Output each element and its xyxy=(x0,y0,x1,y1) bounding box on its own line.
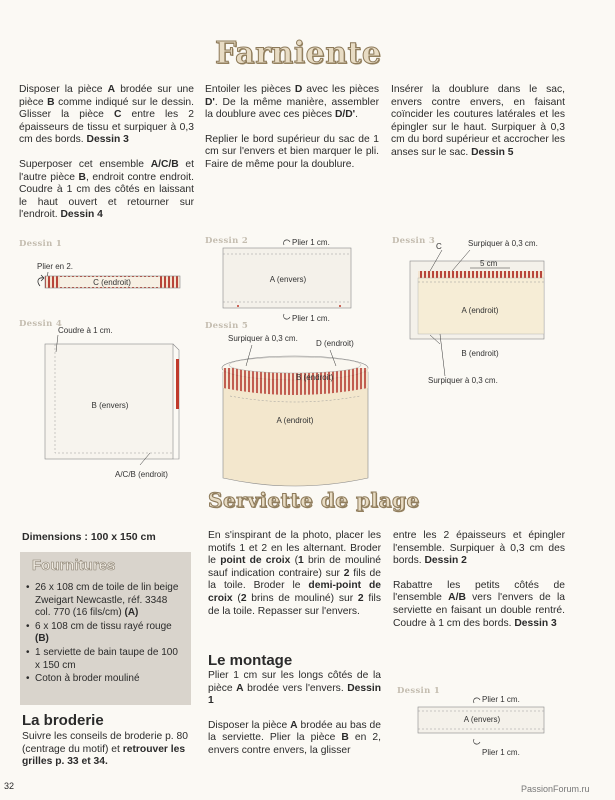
fournitures-list xyxy=(26,582,184,687)
fournitures-item-text: 6 x 108 cm de tissu rayé rouge (B) xyxy=(35,620,172,645)
label-surpiquer: Surpiquer à 0,3 cm. xyxy=(228,334,298,343)
diagram-label: Dessin 2 xyxy=(205,236,249,246)
bullet-icon: • xyxy=(26,673,30,685)
diagram-1 xyxy=(37,262,180,288)
diagram-3 xyxy=(410,239,544,385)
diagram-5 xyxy=(222,334,368,486)
fold-arrow-icon xyxy=(474,739,480,744)
paragraph: Insérer la doublure dans le sac, envers contre envers, en faisant coïncider les coutures latérales et les épingler sur le haut. Surpiquer à 0,3 cm du bord supérieur et accrocher les anses sur le sac. Dessin 5 xyxy=(391,84,565,158)
fold-arrow-icon xyxy=(474,698,480,703)
label-surpiquer-bottom: Surpiquer à 0,3 cm. xyxy=(428,376,498,385)
label-coudre: Coudre à 1 cm. xyxy=(58,326,113,335)
label-pli-top: Plier 1 cm. xyxy=(482,695,520,704)
diagram-label: Dessin 1 xyxy=(397,686,441,696)
label-pli-bottom: Plier 1 cm. xyxy=(482,748,520,757)
fournitures-item xyxy=(26,621,184,646)
label-a: A (endroit) xyxy=(276,416,314,425)
dimensions: Dimensions : 100 x 150 cm xyxy=(22,531,156,543)
fournitures-item xyxy=(26,673,184,686)
label-pli: Plier en 2. xyxy=(37,262,74,271)
label-b: B (endroit) xyxy=(296,373,334,382)
fold-arrow-icon xyxy=(284,240,290,245)
paragraph: Replier le bord supérieur du sac de 1 cm sur l'envers et bien marquer le pli. Faire de même pour la doublure. xyxy=(205,133,379,170)
label-piece-a: A (endroit) xyxy=(461,306,499,315)
fournitures-box xyxy=(20,552,191,705)
page-number: 32 xyxy=(4,781,15,791)
label-c: C xyxy=(436,242,442,251)
label-piece-b: B (endroit) xyxy=(461,349,499,358)
serviette-column-2 xyxy=(208,530,381,618)
label-piece-b: B (envers) xyxy=(91,401,129,410)
label-piece-acb: A/C/B (endroit) xyxy=(115,470,168,479)
label-pli-top: Plier 1 cm. xyxy=(292,238,330,247)
montage-text xyxy=(208,670,381,758)
label-piece-c: C (endroit) xyxy=(93,278,131,287)
diagram-label: Dessin 1 xyxy=(19,239,63,249)
diagram-serviette-1 xyxy=(418,695,544,757)
fournitures-title: Fournitures xyxy=(32,557,116,574)
fournitures-item-text: 1 serviette de bain taupe de 100 x 150 cm xyxy=(35,646,178,671)
paragraph: Superposer cet ensemble A/C/B et l'autre pièce B, endroit contre endroit. Coudre à 1 cm des côtés en laissant le haut ouvert et retourner sur l'endroit. Dessin 4 xyxy=(19,158,195,221)
paragraph: Disposer la pièce A brodée au bas de la serviette. Plier la pièce B en 2, envers contre envers, la glisser xyxy=(208,719,382,756)
bullet-icon: • xyxy=(26,582,30,593)
watermark: PassionForum.ru xyxy=(521,784,590,794)
fournitures-item xyxy=(26,582,184,620)
diagram-2 xyxy=(223,238,351,323)
label-pli-bottom: Plier 1 cm. xyxy=(292,314,330,323)
label-piece: A (envers) xyxy=(463,715,501,724)
montage-title: Le montage xyxy=(208,652,293,669)
diagram-label: Dessin 5 xyxy=(205,321,249,331)
paragraph: entre les 2 épaisseurs et épingler l'ensemble. Surpiquer à 0,3 cm des bords. Dessin 2 xyxy=(393,530,565,567)
fournitures-item-text: Coton à broder mouliné xyxy=(35,673,140,685)
paragraph: Entoiler les pièces D avec les pièces D'. De la même manière, assembler la doublure avec ces pièces D/D'. xyxy=(205,84,379,121)
diagram-4 xyxy=(45,326,179,479)
label-d: D (endroit) xyxy=(316,339,354,348)
label-dim: 5 cm xyxy=(480,259,498,268)
paragraph: Disposer la pièce A brodée sur une pièce B comme indiqué sur le dessin. Glisser la pièce C entre les 2 épaisseurs de tissu et surpiquer à 0,3 cm des bords. Dessin 3 xyxy=(19,84,194,146)
fold-arrow-icon xyxy=(284,314,290,319)
label-piece: A (envers) xyxy=(269,275,307,284)
bullet-icon: • xyxy=(26,646,30,658)
serviette-column-3 xyxy=(393,530,565,630)
fournitures-item xyxy=(26,647,184,672)
paragraph: Rabattre les petits côtés de l'ensemble A/B vers l'envers de la serviette en faisant un double rentré. Coudre à 1 cm des bords. Dessin 3 xyxy=(393,579,565,629)
label-surpiquer-top: Surpiquer à 0,3 cm. xyxy=(468,239,538,248)
broderie-text: Suivre les conseils de broderie p. 80 (centrage du motif) et retrouver les grilles p. 33 et 34. xyxy=(22,731,188,768)
bullet-icon: • xyxy=(26,620,30,632)
broderie-title: La broderie xyxy=(22,712,104,729)
page-title: Farniente xyxy=(215,36,382,71)
fold-arrow-icon xyxy=(38,275,44,286)
diagram-label: Dessin 3 xyxy=(392,236,436,246)
fournitures-item-text: 26 x 108 cm de toile de lin beige Zweigart Newcastle, réf. 3348 col. 770 (16 fils/cm) (A) xyxy=(35,582,179,619)
diagram-label: Dessin 4 xyxy=(19,319,63,329)
paragraph: Plier 1 cm sur les longs côtés de la pièce A brodée vers l'envers. Dessin 1 xyxy=(208,670,381,707)
section-title: Serviette de plage xyxy=(208,488,420,512)
paragraph: En s'inspirant de la photo, placer les motifs 1 et 2 en les alternant. Broder le point de croix (1 brin de mouliné sauf indication contraire) sur 2 fils de la toile. Broder le demi-point de croix (2 brins de mouliné) sur 2 fils de la toile. Repasser sur l'envers. xyxy=(208,530,381,617)
